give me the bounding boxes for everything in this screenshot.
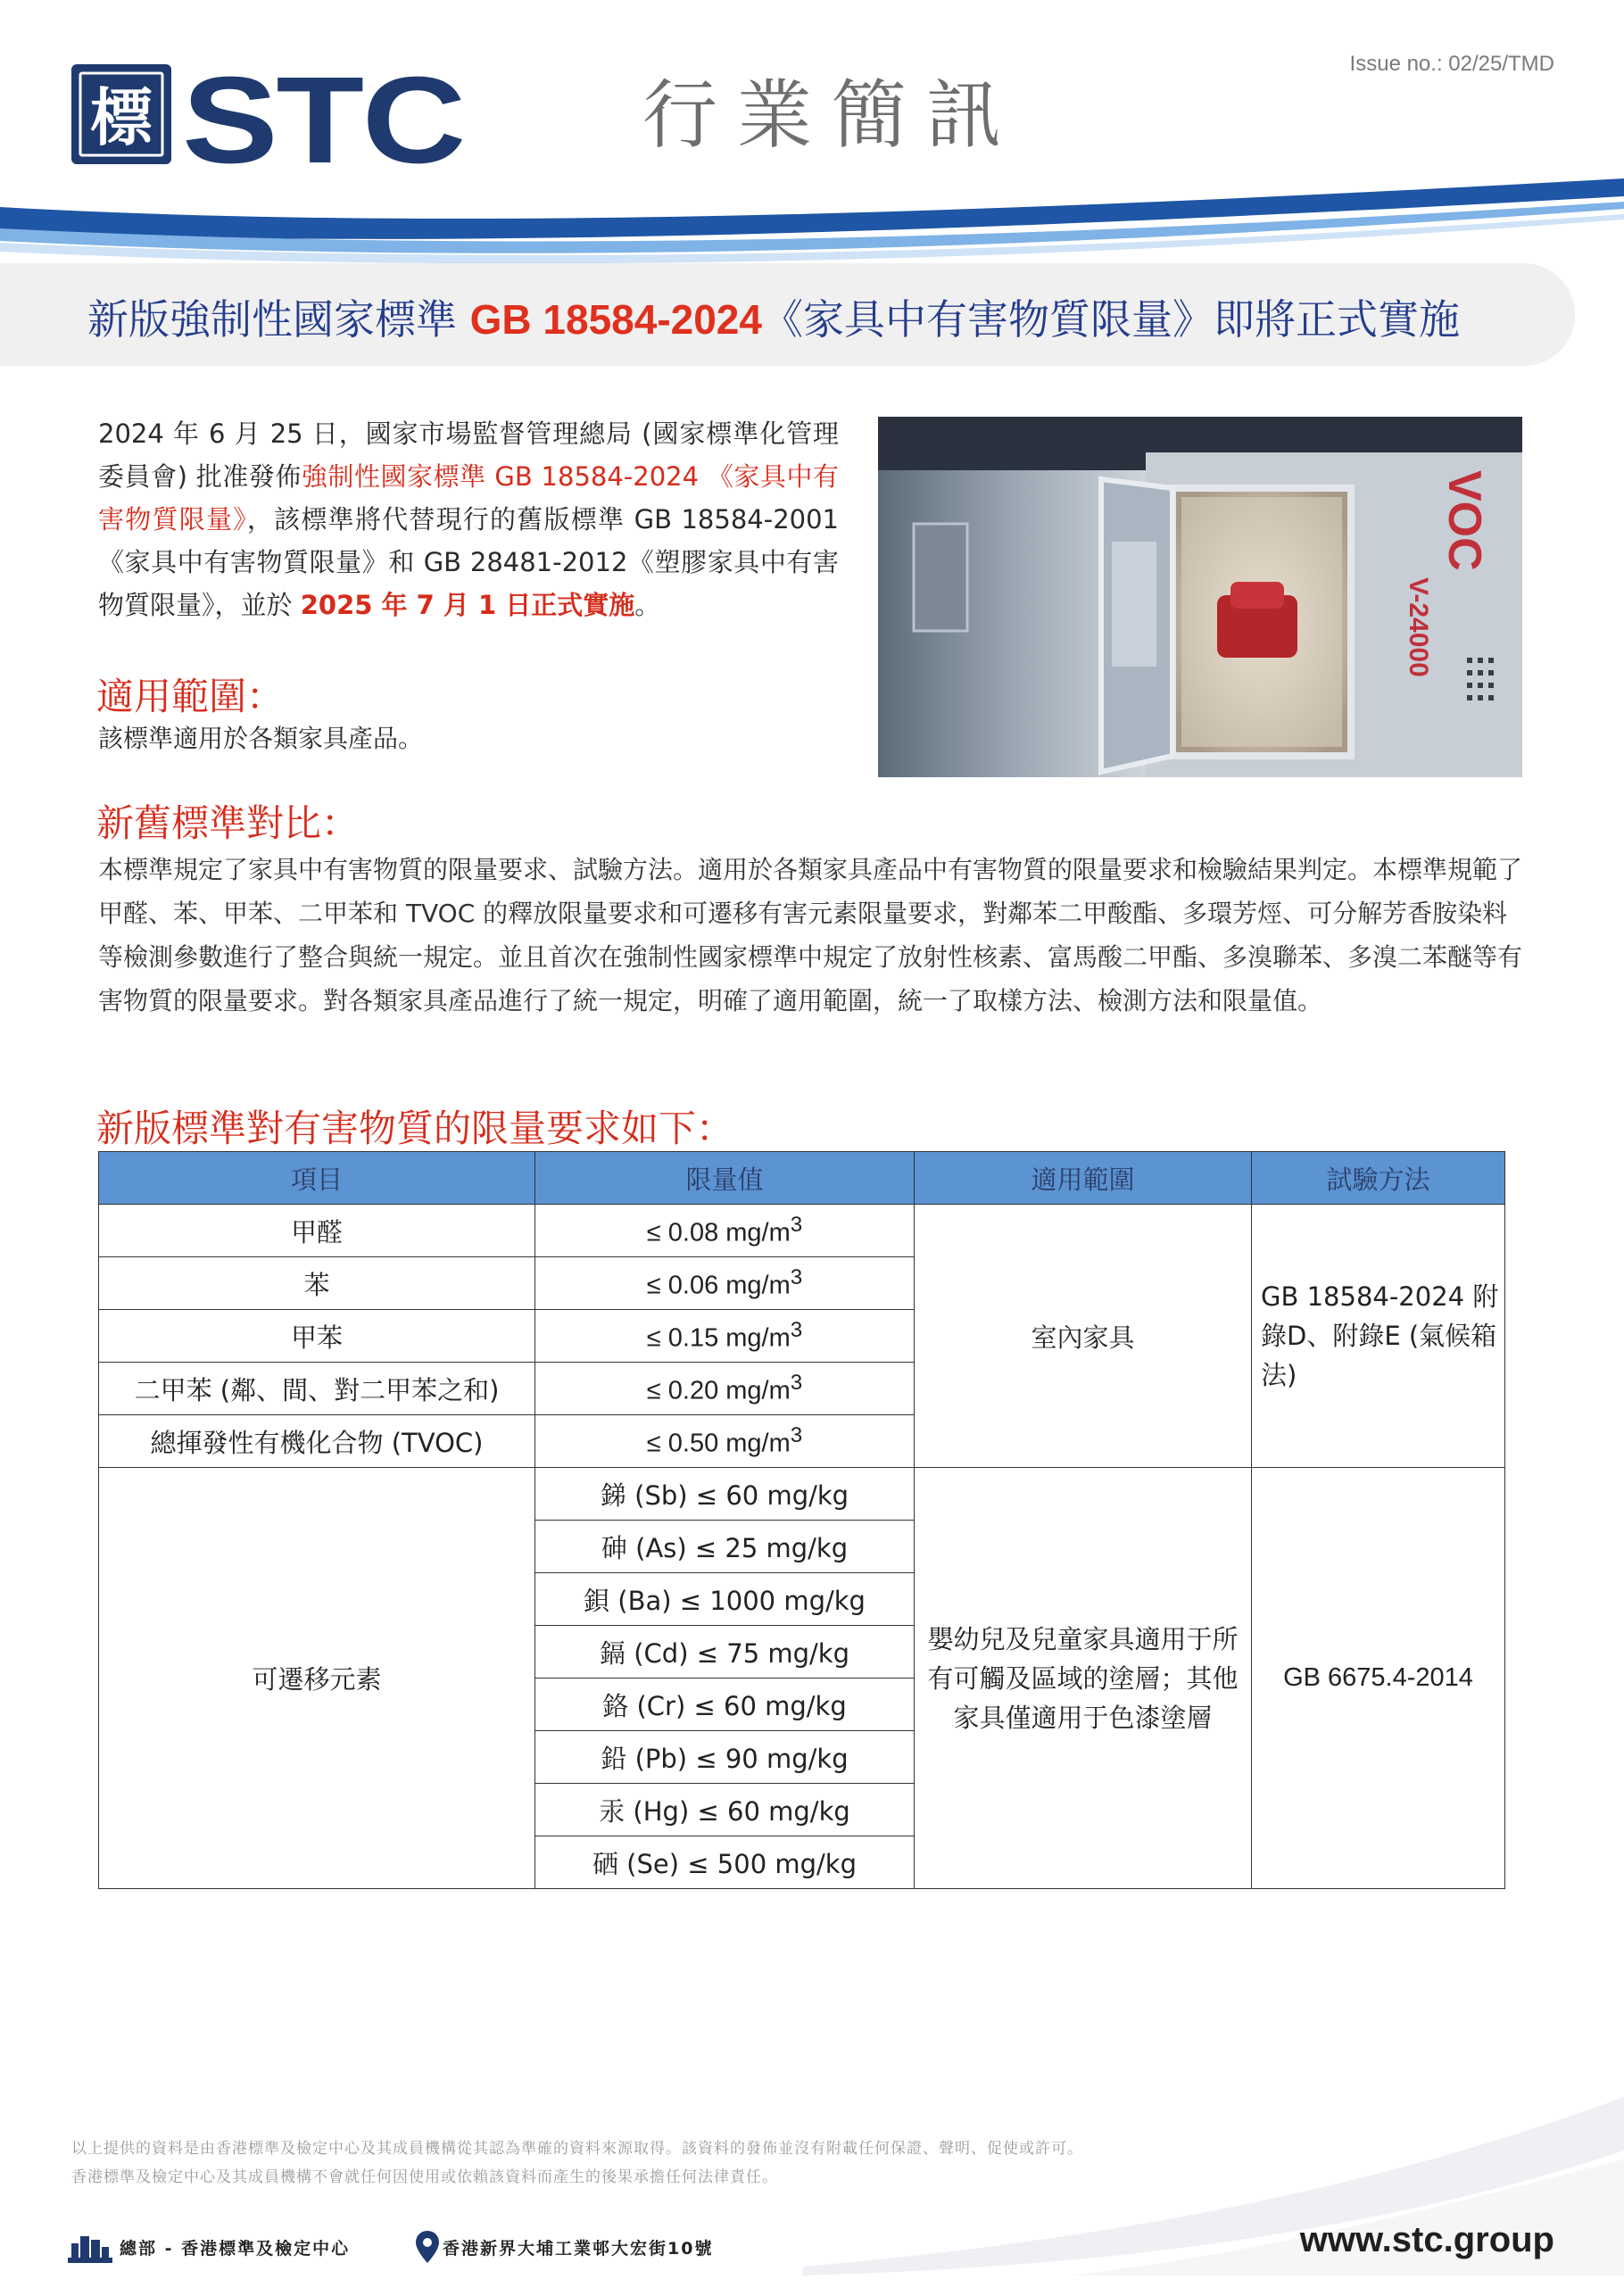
voc-limit: ≤ 0.50 $mg/m^3$	[535, 1415, 915, 1468]
col-header-limit: 限量值	[535, 1152, 915, 1205]
col-header-item: 項目	[99, 1152, 535, 1205]
intro-text-1: 2024 年 6 月 25 日，國家市場監督管理總局 (國家標準化管理委員會) 批准發佈	[98, 419, 839, 492]
building-icon	[68, 2231, 112, 2263]
voc-item: 甲醛	[99, 1205, 535, 1257]
issue-number: Issue no.: 02/25/TMD	[1349, 52, 1554, 76]
comparison-text: 本標準規定了家具中有害物質的限量要求、試驗方法。適用於各類家具產品中有害物質的限量要求和檢驗結果判定。本標準規範了甲醛、苯、甲苯、二甲苯和 TVOC 的釋放限量要求和可遷移有害元素限量要求，對鄰苯二甲酸酯、多環芳烴、可分解芳香胺染料等檢測參數進行了整合與統一規定。並且首次在強制性國家標準中規定了放射性核素、富馬酸二甲酯、多溴聯苯、多溴二苯醚等有害物質的限量要求。對各類家具產品進行了統一規定，明確了適用範圍，統一了取樣方法、檢測方法和限量值。	[98, 855, 1523, 1015]
svg-text:VOC: VOC	[1438, 470, 1490, 571]
stc-logo	[71, 62, 464, 168]
element-limit: 鉛 (Pb) ≤ 90 mg/kg	[535, 1731, 915, 1784]
website-link[interactable]: www.stc.group	[1299, 2220, 1554, 2259]
table-header-row	[99, 1152, 1505, 1205]
title-suffix: 《家具中有害物質限量》即將正式實施	[761, 295, 1460, 344]
intro-effective-date: 2025 年 7 月 1 日正式實施	[300, 590, 635, 620]
element-limit: 鉻 (Cr) ≤ 60 mg/kg	[535, 1678, 915, 1731]
title-prefix: 新版強制性國家標準	[87, 295, 470, 344]
voc-limit: ≤ 0.15 $mg/m^3$	[535, 1310, 915, 1363]
limits-table	[98, 1151, 1505, 1889]
element-limit: 汞 (Hg) ≤ 60 mg/kg	[535, 1784, 915, 1836]
disclaimer-line-2: 香港標準及檢定中心及其成員機構不會就任何因使用或依賴該資料而產生的後果承擔任何法律責任。	[71, 2168, 778, 2186]
element-item: 可遷移元素	[99, 1468, 535, 1889]
svg-text:STC: STC	[182, 62, 464, 168]
voc-item: 甲苯	[99, 1310, 535, 1363]
element-limit: 鎘 (Cd) ≤ 75 mg/kg	[535, 1626, 915, 1678]
intro-text-2: ，該標準將代替現行的舊版標準 GB 18584-2001《家具中有害物質限量》和 GB 28481-2012《塑膠家具中有害物質限量》，並於	[98, 504, 839, 620]
voc-method: GB 18584-2024 附錄D、附錄E (氣候箱法)	[1252, 1205, 1505, 1468]
intro-text-3: 。	[634, 590, 661, 620]
voc-limit: ≤ 0.20 $mg/m^3$	[535, 1363, 915, 1415]
limits-heading: 新版標準對有害物質的限量要求如下：	[96, 1107, 734, 1150]
scope-text: 該標準適用於各類家具產品。	[98, 724, 424, 753]
voc-chamber-photo	[878, 417, 1522, 777]
voc-item: 二甲苯 (鄰、間、對二甲苯之和)	[99, 1363, 535, 1415]
voc-scope: 室內家具	[915, 1205, 1252, 1468]
table-row	[99, 1205, 1505, 1257]
element-limit: 銻 (Sb) ≤ 60 mg/kg	[535, 1468, 915, 1521]
intro-paragraph	[98, 412, 839, 626]
element-limit: 鋇 (Ba) ≤ 1000 mg/kg	[535, 1573, 915, 1626]
headquarters-label: 總部 - 香港標準及檢定中心	[120, 2239, 351, 2259]
address: 香港新界大埔工業邨大宏街10號	[443, 2239, 714, 2259]
title-standard-number: GB 18584-2024	[469, 296, 762, 343]
col-header-method: 試驗方法	[1252, 1152, 1505, 1205]
intro-standard-highlight: 強制性國家標準 GB 18584-2024 《家具中有害物質限量》	[98, 461, 839, 535]
voc-item: 苯	[99, 1257, 535, 1310]
table-row	[99, 1468, 1505, 1521]
svg-text:V-24000: V-24000	[1404, 577, 1433, 677]
voc-item: 總揮發性有機化合物 (TVOC)	[99, 1415, 535, 1468]
voc-limit: ≤ 0.08 $mg/m^3$	[535, 1205, 915, 1257]
comparison-heading: 新舊標準對比：	[96, 801, 360, 845]
disclaimer-line-1: 以上提供的資料是由香港標準及檢定中心及其成員機構從其認為準確的資料來源取得。該資料的發佈並沒有附載任何保證、聲明、促使或許可。	[71, 2140, 1083, 2158]
element-limit: 硒 (Se) ≤ 500 mg/kg	[535, 1836, 915, 1889]
col-header-scope: 適用範圍	[915, 1152, 1252, 1205]
header-swoosh	[0, 178, 1624, 277]
location-pin-icon	[416, 2231, 439, 2263]
element-scope: 嬰幼兒及兒童家具適用于所有可觸及區域的塗層；其他家具僅適用于色漆塗層	[915, 1468, 1252, 1889]
newsletter-title: 行業簡訊	[642, 71, 1022, 159]
element-method: GB 6675.4-2014	[1252, 1468, 1505, 1889]
voc-limit: ≤ 0.06 $mg/m^3$	[535, 1257, 915, 1310]
element-limit: 砷 (As) ≤ 25 mg/kg	[535, 1521, 915, 1573]
svg-text:標: 標	[90, 81, 153, 154]
article-title	[87, 287, 1460, 346]
scope-heading: 適用範圍：	[96, 675, 285, 718]
